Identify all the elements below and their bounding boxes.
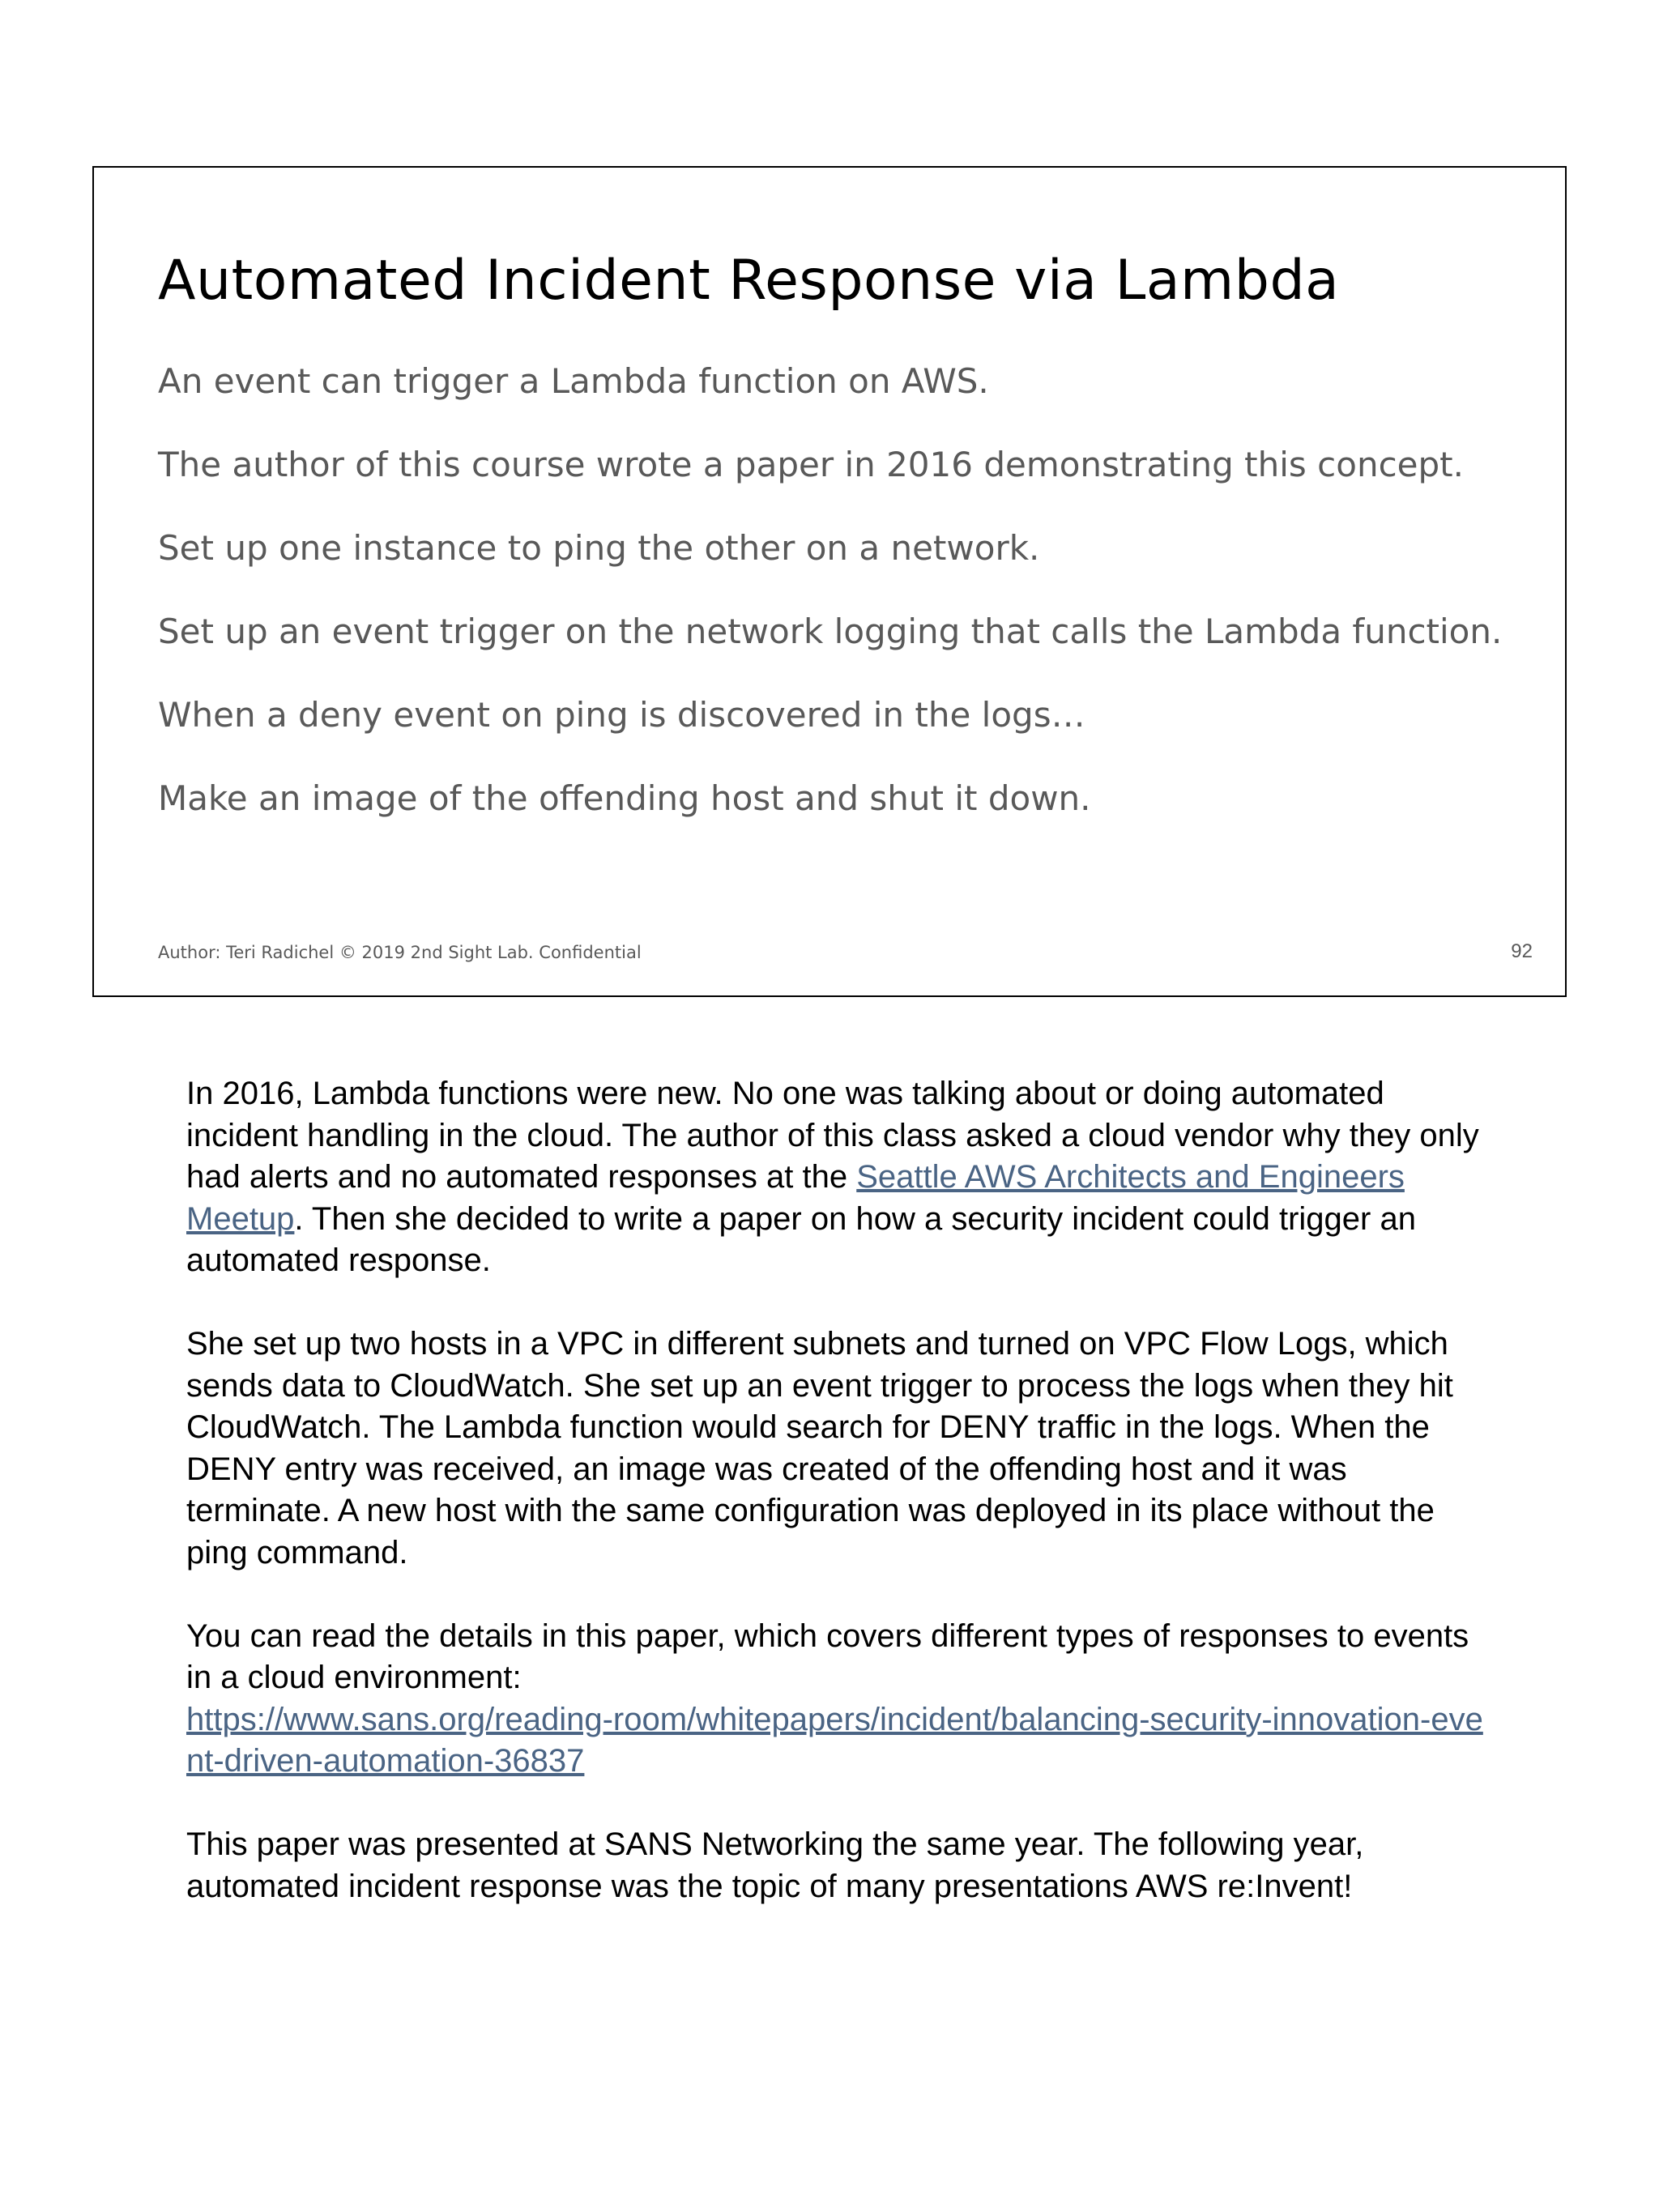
slide-page-number: 92	[1511, 940, 1533, 962]
notes-paragraph	[186, 1073, 1499, 1282]
speaker-notes	[186, 1073, 1499, 1950]
notes-paragraph: She set up two hosts in a VPC in different subnets and turned on VPC Flow Logs, which sends data to CloudWatch. She set up an event trigger to process the logs when they hit CloudWatch. The Lambda function would search for DENY traffic in the logs. When the DENY entry was received, an image was created of the offending host and it was terminate. A new host with the same configuration was deployed in its place without the ping command.	[186, 1326, 1453, 1571]
notes-paragraph: This paper was presented at SANS Networking the same year. The following year, automated incident response was the topic of many presentations AWS re:Invent!	[186, 1826, 1364, 1904]
slide-bullet: Set up an event trigger on the network logging that calls the Lambda function.	[158, 612, 1503, 651]
slide-footer-copyright: Author: Teri Radichel © 2019 2nd Sight Lab. Confidential	[158, 943, 642, 962]
slide-title: Automated Incident Response via Lambda	[158, 249, 1340, 313]
slide-bullet-list	[158, 360, 1502, 861]
notes-text: You can read the details in this paper, which covers different types of responses to events in a cloud environment:	[186, 1617, 1469, 1695]
slide-bullet: An event can trigger a Lambda function on AWS.	[158, 361, 989, 401]
slide-frame	[92, 166, 1567, 997]
notes-text: . Then she decided to write a paper on how a security incident could trigger an automated response.	[186, 1200, 1416, 1278]
paper-url-link[interactable]: https://www.sans.org/reading-room/whitepapers/incident/balancing-security-innovation-event-driven-automation-36837	[186, 1701, 1483, 1779]
slide-bullet: When a deny event on ping is discovered in the logs…	[158, 695, 1085, 735]
slide-bullet: The author of this course wrote a paper in 2016 demonstrating this concept.	[158, 445, 1464, 484]
slide-bullet: Set up one instance to ping the other on a network.	[158, 528, 1040, 568]
notes-text: In 2016, Lambda functions were new. No one was talking about or doing automated incident handling in the cloud. The author of this class asked a cloud vendor why they only had alerts and no automated responses at the	[186, 1076, 1479, 1195]
notes-paragraph	[186, 1616, 1499, 1783]
slide-bullet: Make an image of the offending host and shut it down.	[158, 778, 1091, 818]
meetup-link[interactable]: Seattle AWS Architects and Engineers Meetup	[186, 1159, 1405, 1237]
